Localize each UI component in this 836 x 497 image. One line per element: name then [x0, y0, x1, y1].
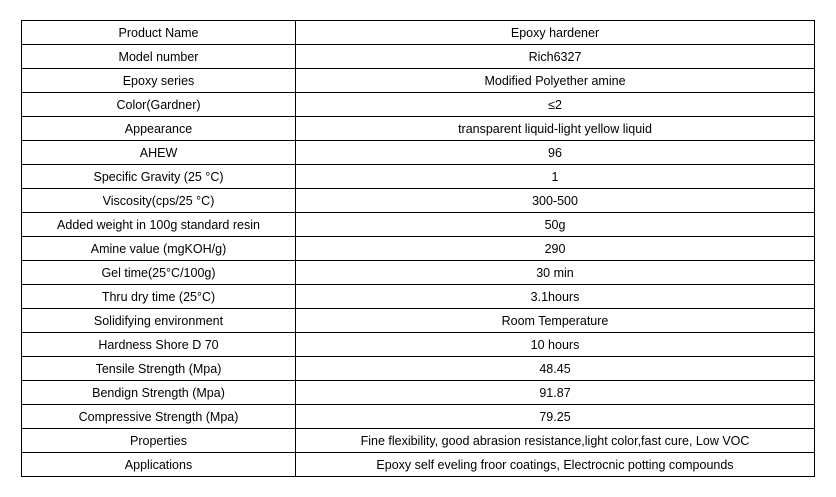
- table-row: [22, 117, 815, 141]
- spec-label-cell: Amine value (mgKOH/g): [22, 237, 296, 261]
- table-row: [22, 45, 815, 69]
- table-row: [22, 309, 815, 333]
- spec-label-cell: Appearance: [22, 117, 296, 141]
- spec-value-cell: ≤2: [296, 93, 815, 117]
- spec-label-cell: Product Name: [22, 21, 296, 45]
- table-row: [22, 69, 815, 93]
- spec-value-cell: 300-500: [296, 189, 815, 213]
- spec-value-cell: Epoxy self eveling froor coatings, Electrocnic potting compounds: [296, 453, 815, 477]
- spec-value-cell: 10 hours: [296, 333, 815, 357]
- table-row: [22, 261, 815, 285]
- spec-value-cell: 96: [296, 141, 815, 165]
- table-row: [22, 165, 815, 189]
- spec-label-cell: Solidifying environment: [22, 309, 296, 333]
- table-row: [22, 429, 815, 453]
- spec-table-body: [22, 21, 815, 477]
- table-row: [22, 189, 815, 213]
- spec-value-cell: transparent liquid-light yellow liquid: [296, 117, 815, 141]
- table-row: [22, 381, 815, 405]
- spec-value-cell: 290: [296, 237, 815, 261]
- spec-label-cell: Specific Gravity (25 °C): [22, 165, 296, 189]
- table-row: [22, 21, 815, 45]
- spec-value-cell: Modified Polyether amine: [296, 69, 815, 93]
- table-row: [22, 405, 815, 429]
- spec-label-cell: Tensile Strength (Mpa): [22, 357, 296, 381]
- spec-label-cell: Color(Gardner): [22, 93, 296, 117]
- spec-value-cell: Epoxy hardener: [296, 21, 815, 45]
- spec-table: [21, 20, 815, 477]
- spec-label-cell: Gel time(25°C/100g): [22, 261, 296, 285]
- spec-value-cell: Rich6327: [296, 45, 815, 69]
- spec-label-cell: Hardness Shore D 70: [22, 333, 296, 357]
- spec-value-cell: Room Temperature: [296, 309, 815, 333]
- spec-value-cell: 3.1hours: [296, 285, 815, 309]
- spec-label-cell: Thru dry time (25°C): [22, 285, 296, 309]
- spec-label-cell: Properties: [22, 429, 296, 453]
- spec-label-cell: Added weight in 100g standard resin: [22, 213, 296, 237]
- spec-label-cell: Bendign Strength (Mpa): [22, 381, 296, 405]
- table-row: [22, 237, 815, 261]
- table-row: [22, 357, 815, 381]
- spec-value-cell: 79.25: [296, 405, 815, 429]
- table-row: [22, 285, 815, 309]
- spec-value-cell: 50g: [296, 213, 815, 237]
- spec-value-cell: 1: [296, 165, 815, 189]
- table-row: [22, 333, 815, 357]
- table-row: [22, 213, 815, 237]
- spec-label-cell: AHEW: [22, 141, 296, 165]
- table-row: [22, 93, 815, 117]
- spec-value-cell: 48.45: [296, 357, 815, 381]
- spec-value-cell: Fine flexibility, good abrasion resistance,light color,fast cure, Low VOC: [296, 429, 815, 453]
- spec-label-cell: Model number: [22, 45, 296, 69]
- spec-label-cell: Epoxy series: [22, 69, 296, 93]
- spec-label-cell: Applications: [22, 453, 296, 477]
- spec-value-cell: 30 min: [296, 261, 815, 285]
- spec-label-cell: Compressive Strength (Mpa): [22, 405, 296, 429]
- table-row: [22, 141, 815, 165]
- spec-value-cell: 91.87: [296, 381, 815, 405]
- table-row: [22, 453, 815, 477]
- spec-label-cell: Viscosity(cps/25 °C): [22, 189, 296, 213]
